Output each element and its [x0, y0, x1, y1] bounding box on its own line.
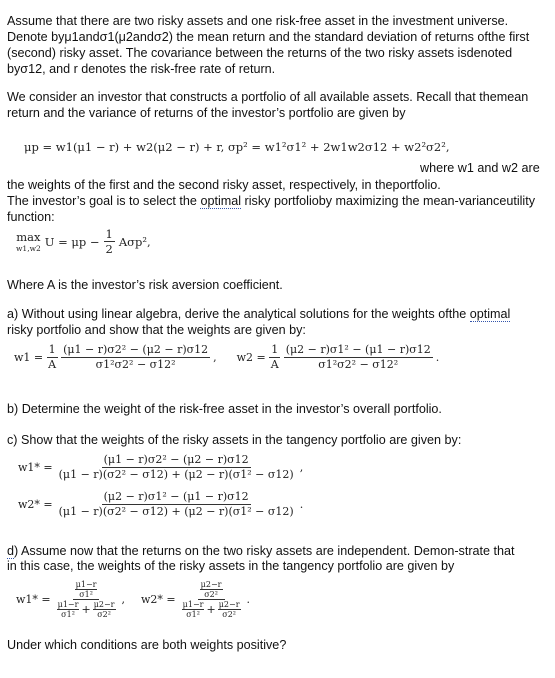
part-d-line2: in this case, the weights of the risky assets in the tangency portfolio are given by: [7, 559, 455, 573]
final-question: Under which conditions are both weights positive?: [7, 638, 287, 652]
portfolio-paragraph: We consider an investor that constructs a portfolio of all available assets. Recall that themean return and the variance of returns of the investor’s portfolio are given by: [7, 90, 529, 120]
part-c: c) Show that the weights of the risky assets in the tangency portfolio are given by:: [7, 433, 462, 447]
goal-sentence: The investor’s goal is to select the optimal risky portfolioby maximizing the mean-varianceutility function:: [7, 194, 536, 224]
weights-sentence: the weights of the first and the second risky asset, respectively, in theportfolio.: [7, 178, 441, 192]
utility-equation: max w1,w2 U = μp − $\frac{1}{2}$ Aσp²,: [16, 227, 151, 256]
tangency-w2-equation: w2* = $\frac{\text{(μ2 − r)σ1² − (μ1 − r)σ12}}{\text{(μ1 − r)(σ2² − σ12) + (μ2 − r)(σ1² − σ12)}}$ .: [18, 490, 304, 518]
optimal-word-2: optimal: [469, 307, 511, 321]
independent-weights-equation: w1* = $\frac{\mu 1-r}{\text{σ1²}}$ $\frac{\mu 1-r}{\text{σ1²}}$ + $\frac{\mu 2-r}{\text{σ2²}}$ , w2* = $\frac{\mu 2-r}{\text{σ2²}}$ $\frac{\mu 1-r}{\text{σ1²}}$ + $\frac{\mu 2-r}{\text{σ2²}}$ .: [16, 580, 251, 619]
portfolio-equation: μp = w1(μ1 − r) + w2(μ2 − r) + r, σp² = w1²σ1² + 2w1w2σ12 + w2²σ2²,: [24, 140, 450, 154]
part-d-line1: d) Assume now that the returns on the two risky assets are independent. Demon-strate that: [7, 544, 515, 558]
tangency-w1-equation: w1* = $\frac{\text{(μ1 − r)σ2² − (μ2 − r)σ12}}{\text{(μ1 − r)(σ2² − σ12) + (μ2 − r)(σ1² − σ12)}}$ ,: [18, 453, 304, 481]
risk-aversion-sentence: Where A is the investor’s risk aversion coefficient.: [7, 278, 283, 292]
optimal-word: optimal: [200, 194, 242, 208]
optimal-weights-equation: w1 = $\frac{1}{A}$ $\frac{\text{(μ1 − r)σ2² − (μ2 − r)σ12}}{\text{σ1²σ2² − σ12²}}$ , w2 = $\frac{1}{A}$ $\frac{\text{(μ2 − r)σ1² − (μ1 − r)σ12}}{\text{σ1²σ2² − σ12²}}$ .: [14, 343, 440, 371]
part-b: b) Determine the weight of the risk-free asset in the investor’s overall portfolio.: [7, 402, 442, 416]
intro-paragraph: Assume that there are two risky assets and one risk-free asset in the investment universe. Denote byμ1andσ1(μ2andσ2) the mean return and the standard deviation of returns ofthe first (second) risky asset. The covariance between the returns of the two risky assets isdenoted byσ12, and r denotes the risk-free rate of return.: [7, 14, 530, 76]
weights-note: where w1 and w2 are: [420, 161, 540, 175]
part-a-line2: risky portfolio and show that the weights are given by:: [7, 323, 306, 337]
part-a-line1: a) Without using linear algebra, derive the analytical solutions for the weights ofthe optimal: [7, 307, 511, 321]
